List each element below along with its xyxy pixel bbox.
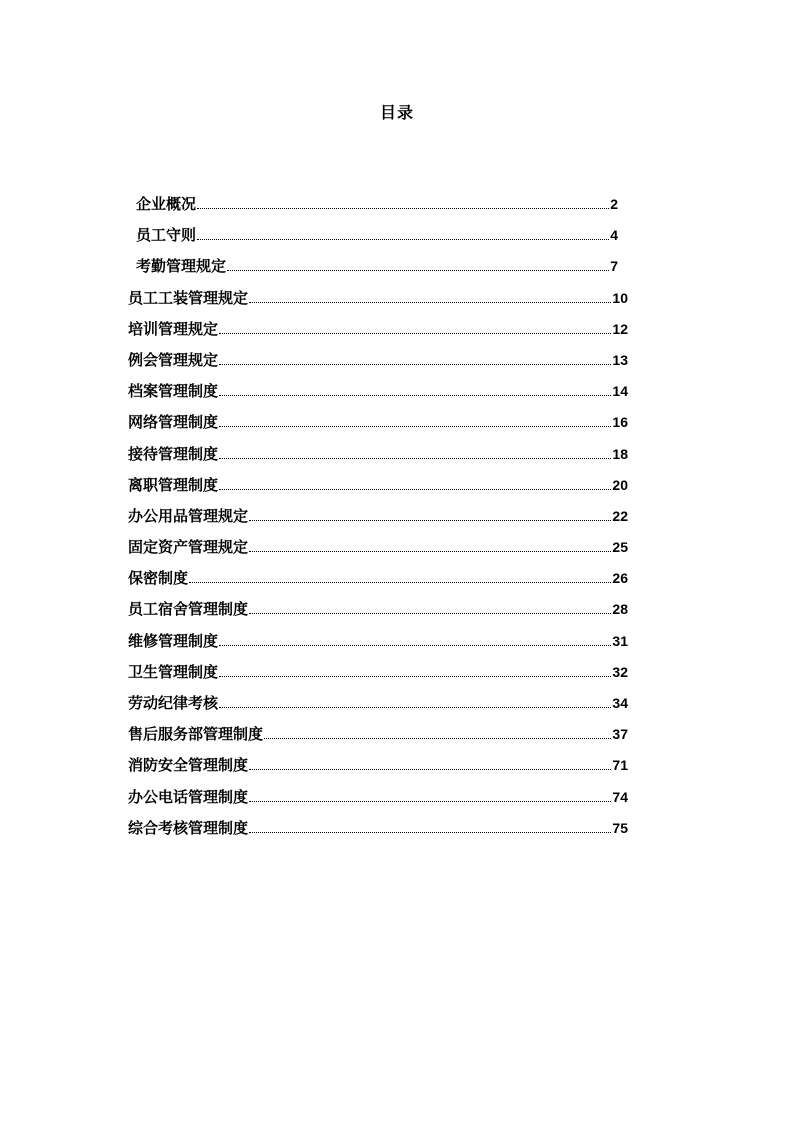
toc-entry[interactable] (128, 723, 628, 754)
toc-entry[interactable] (128, 567, 628, 598)
toc-entry-label: 综合考核管理制度 (128, 818, 249, 837)
toc-page-number: 34 (612, 695, 628, 711)
toc-dot-leader (249, 551, 611, 552)
toc-entry-label: 企业概况 (136, 195, 197, 213)
toc-page-number: 13 (612, 351, 628, 368)
toc-entry[interactable] (128, 411, 628, 442)
toc-dot-leader (189, 582, 611, 583)
toc-entry[interactable] (128, 349, 628, 380)
toc-dot-leader (249, 613, 611, 614)
toc-dot-leader (219, 676, 611, 677)
toc-entry[interactable] (128, 505, 628, 536)
toc-entry-label: 档案管理制度 (128, 382, 219, 401)
toc-dot-leader (219, 458, 611, 459)
toc-entry-label: 考勤管理规定 (136, 257, 227, 276)
toc-entry-label: 劳动纪律考核 (128, 694, 219, 712)
toc-dot-leader (219, 333, 611, 334)
toc-page-number: 28 (612, 601, 628, 618)
toc-dot-leader (197, 208, 609, 209)
toc-entry-label: 保密制度 (128, 569, 189, 588)
toc-page-number: 4 (610, 227, 618, 244)
toc-entry[interactable] (128, 630, 628, 661)
toc-entry[interactable] (128, 255, 628, 286)
toc-entry-label: 消防安全管理制度 (128, 756, 249, 775)
toc-dot-leader (264, 738, 611, 739)
toc-page-number: 7 (610, 258, 618, 275)
toc-dot-leader (249, 520, 611, 521)
toc-entry[interactable] (128, 817, 628, 848)
toc-page-number: 71 (612, 757, 628, 774)
toc-page-number: 12 (612, 320, 628, 337)
toc-entry-label: 办公电话管理制度 (128, 787, 249, 806)
toc-dot-leader (249, 832, 611, 833)
toc-entry[interactable] (128, 474, 628, 505)
toc-entry[interactable] (128, 598, 628, 629)
toc-entry-label: 固定资产管理规定 (128, 538, 249, 557)
toc-page-number: 20 (612, 476, 628, 493)
toc-dot-leader (249, 769, 611, 770)
toc-entry-label: 员工守则 (136, 226, 197, 245)
toc-entry-label: 售后服务部管理制度 (128, 725, 264, 744)
toc-page-number: 10 (612, 289, 628, 306)
toc-entry-label: 办公用品管理规定 (128, 506, 249, 525)
toc-dot-leader (219, 364, 611, 365)
toc-dot-leader (249, 801, 611, 802)
toc-entry[interactable] (128, 443, 628, 474)
toc-page-number: 25 (612, 539, 628, 556)
toc-page-number: 18 (612, 445, 628, 462)
toc-page-number: 2 (610, 196, 618, 212)
toc-page-number: 14 (612, 383, 628, 400)
toc-entry-label: 维修管理制度 (128, 631, 219, 650)
toc-entry-label: 卫生管理制度 (128, 662, 219, 681)
toc-entry[interactable] (128, 786, 628, 817)
toc-dot-leader (219, 707, 611, 708)
toc-page-number: 16 (612, 414, 628, 431)
toc-dot-leader (219, 489, 611, 490)
toc-entry[interactable] (128, 287, 628, 318)
toc-entry[interactable] (128, 692, 628, 723)
toc-entry[interactable] (128, 380, 628, 411)
toc-entry-label: 网络管理制度 (128, 413, 219, 432)
toc-dot-leader (249, 302, 611, 303)
toc-page-number: 75 (612, 819, 628, 836)
toc-entry[interactable] (128, 318, 628, 349)
table-of-contents (128, 193, 628, 848)
toc-entry-label: 培训管理规定 (128, 319, 219, 338)
toc-entry-label: 离职管理制度 (128, 475, 219, 494)
toc-page-number: 74 (612, 788, 628, 805)
toc-page-number: 32 (612, 663, 628, 680)
toc-entry[interactable] (128, 754, 628, 785)
toc-entry-label: 接待管理制度 (128, 444, 219, 463)
page-title: 目录 (379, 103, 414, 122)
toc-page-number: 22 (612, 507, 628, 524)
toc-entry-label: 员工工装管理规定 (128, 288, 249, 307)
toc-page-number: 26 (612, 570, 628, 587)
toc-entry-label: 例会管理规定 (128, 350, 219, 369)
toc-entry[interactable] (128, 224, 628, 255)
toc-dot-leader (219, 645, 611, 646)
toc-entry[interactable] (128, 193, 628, 224)
toc-entry-label: 员工宿舍管理制度 (128, 600, 249, 619)
toc-dot-leader (197, 239, 609, 240)
toc-entry[interactable] (128, 661, 628, 692)
toc-dot-leader (227, 270, 609, 271)
toc-page-number: 37 (612, 726, 628, 743)
toc-dot-leader (219, 395, 611, 396)
toc-entry[interactable] (128, 536, 628, 567)
toc-dot-leader (219, 426, 611, 427)
toc-page-number: 31 (612, 632, 628, 649)
